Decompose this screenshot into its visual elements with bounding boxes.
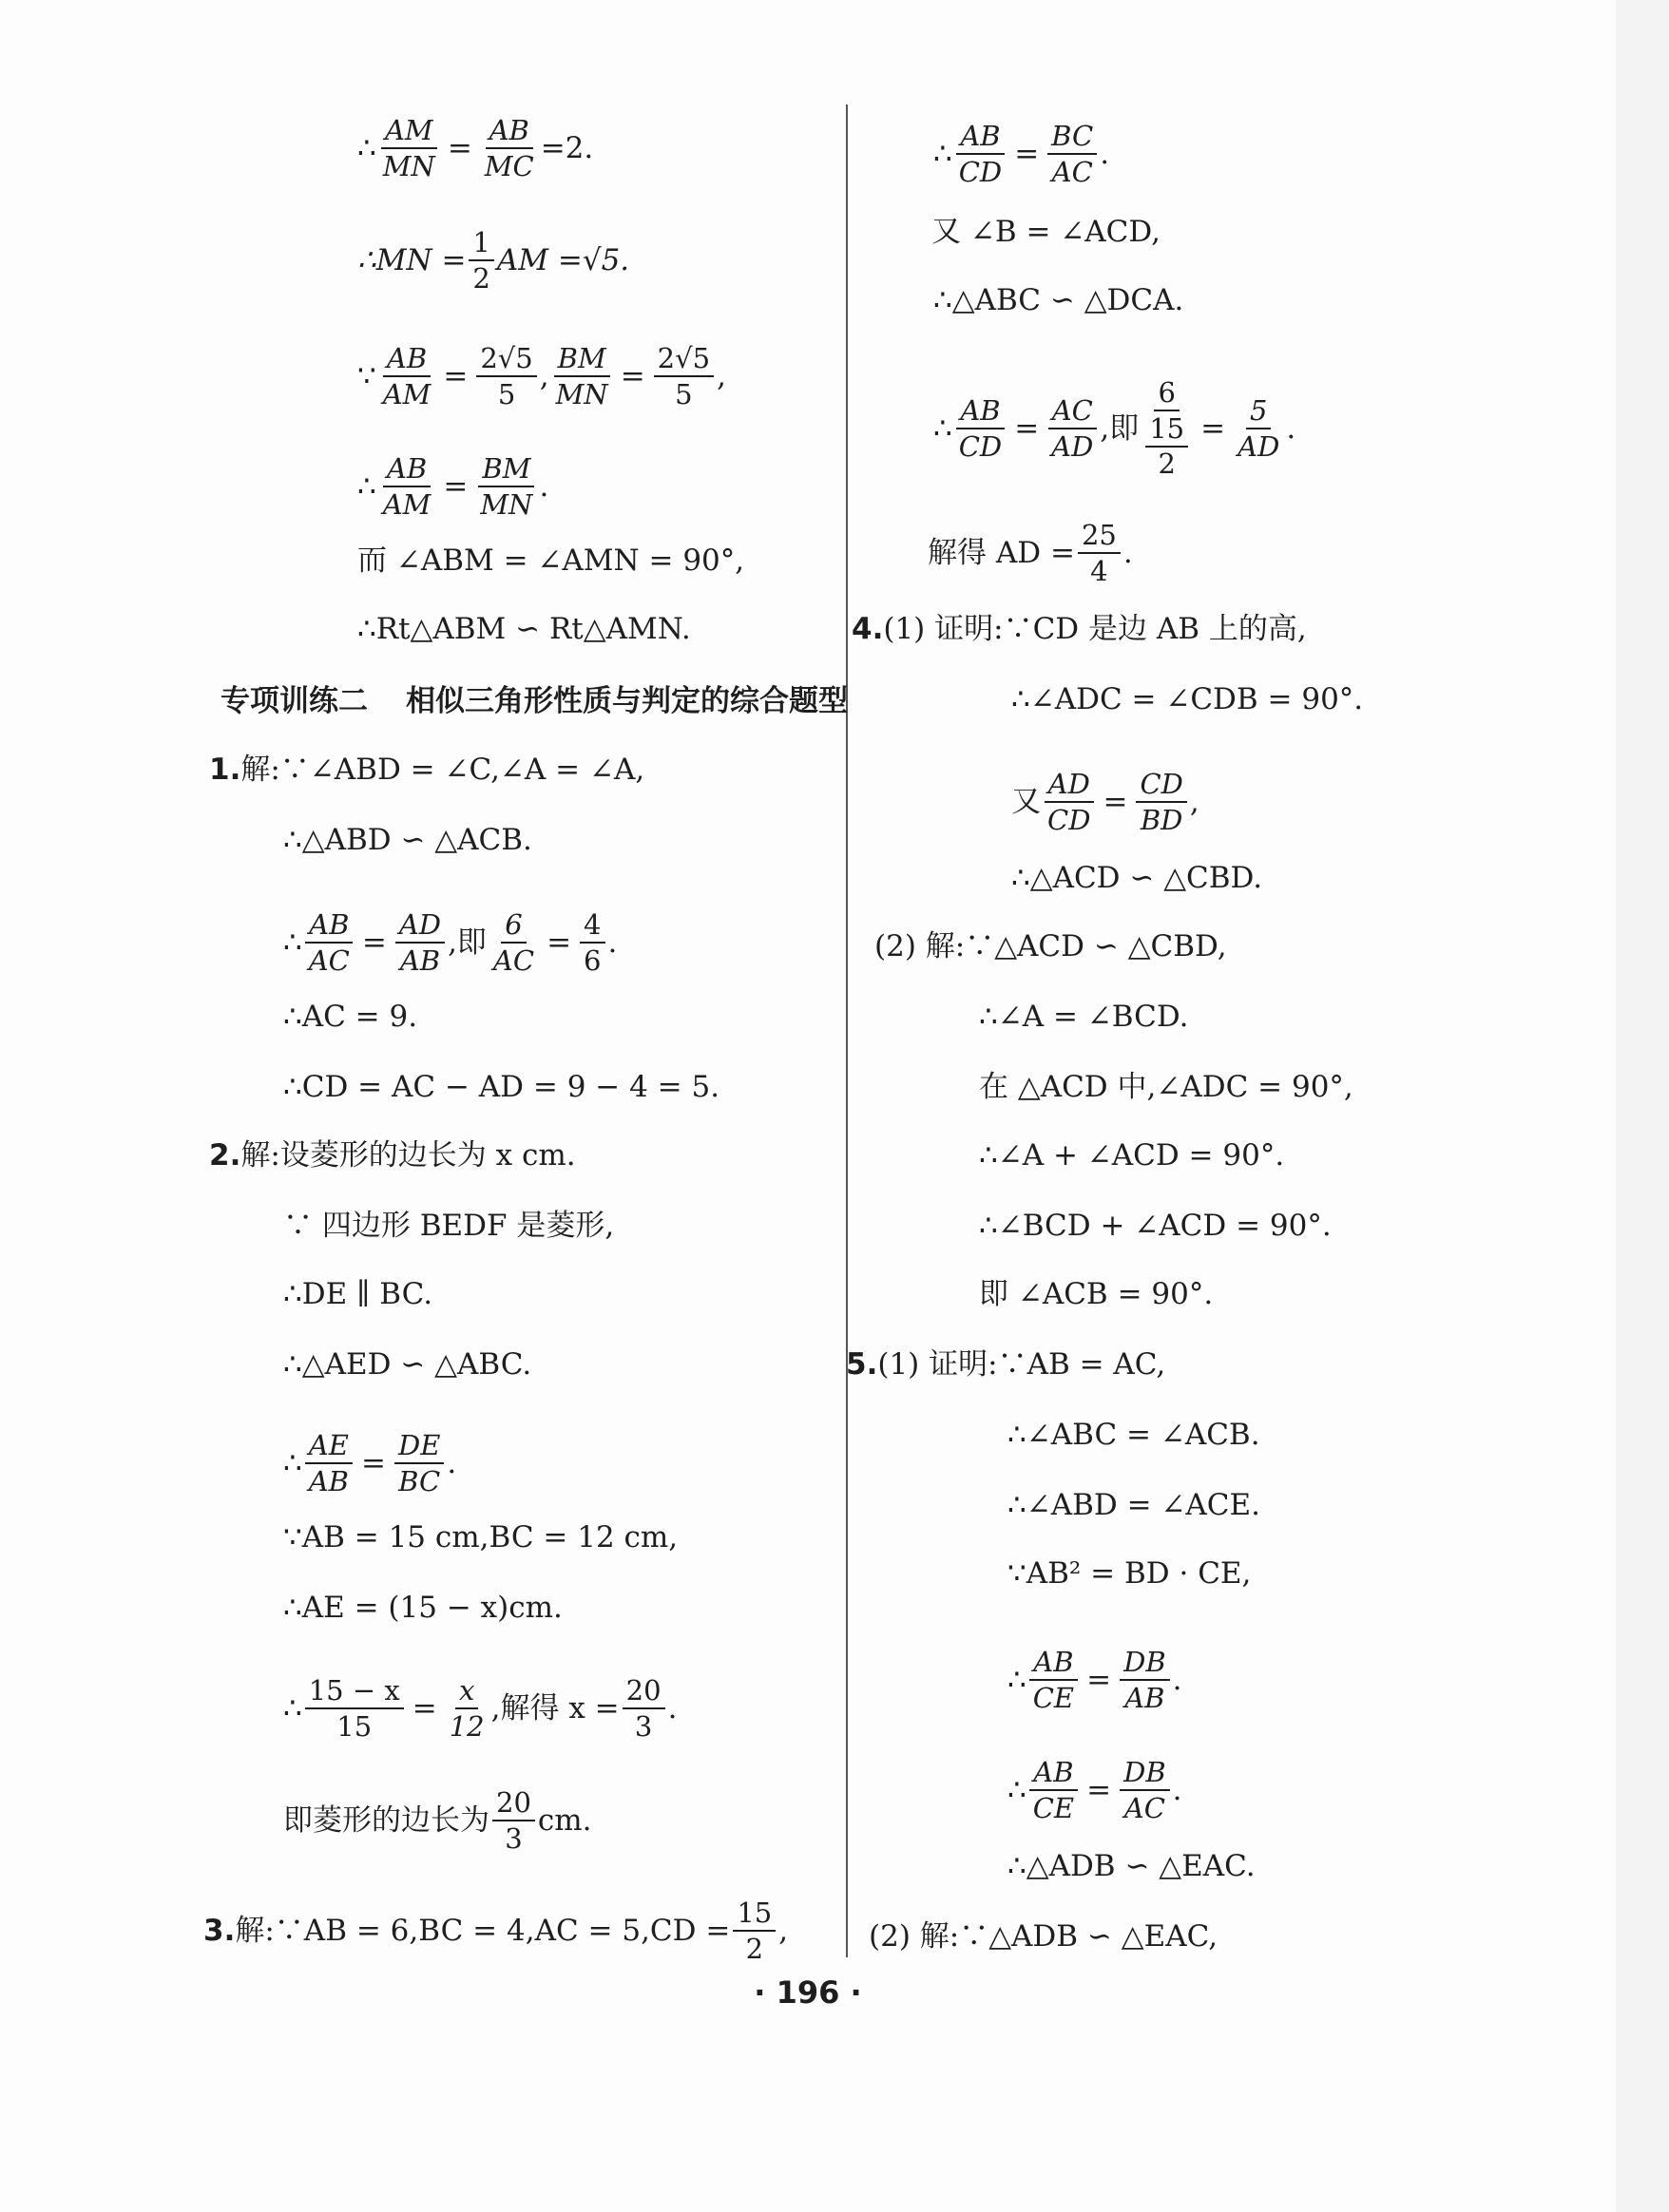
q2-line-e <box>283 1429 456 1497</box>
q5-line-g: ∴△ADB ∽ △EAC. <box>1007 1849 1256 1883</box>
denominator: AM <box>382 488 432 521</box>
denominator: 5 <box>675 378 693 410</box>
q1-line-c <box>283 908 617 977</box>
left-line-1 <box>357 114 593 182</box>
equals-sign: = <box>361 1446 386 1480</box>
numerator: 20 <box>492 1786 535 1821</box>
numerator: AE <box>305 1429 353 1464</box>
numerator: 6 <box>501 908 526 944</box>
denominator: 4 <box>1090 555 1108 587</box>
right-line-1 <box>933 120 1109 188</box>
text-tail: . <box>1122 536 1133 570</box>
fraction <box>379 452 435 521</box>
numerator: 2√5 <box>654 342 714 377</box>
numerator: AB <box>383 342 431 377</box>
fraction <box>305 1674 404 1743</box>
fraction <box>489 908 538 977</box>
fraction <box>481 114 538 182</box>
fraction <box>1120 1646 1170 1714</box>
numerator: 5 <box>1246 394 1271 429</box>
q4-line-i: ∴∠BCD + ∠ACD = 90°. <box>979 1209 1332 1243</box>
numerator: DE <box>394 1429 444 1464</box>
numerator: AB <box>383 452 431 487</box>
numerator: x <box>455 1674 478 1709</box>
text-tail: cm. <box>537 1803 592 1838</box>
section-heading <box>221 682 848 720</box>
q4-line-h: ∴∠A + ∠ACD = 90°. <box>979 1138 1285 1173</box>
fraction <box>476 342 536 410</box>
q1-line-a <box>209 751 644 789</box>
text-tail: . <box>607 925 618 960</box>
equals-sign: = <box>443 469 469 504</box>
q4-line-j: 即 ∠ACB = 90°. <box>979 1277 1214 1311</box>
denominator: CD <box>958 156 1003 188</box>
therefore-symbol: ∴ <box>1007 1663 1026 1697</box>
right-line-4 <box>933 376 1295 480</box>
therefore-symbol: ∴ <box>1007 1773 1026 1807</box>
fraction <box>1136 768 1186 836</box>
numerator: BM <box>478 452 534 487</box>
numerator: 20 <box>623 1674 665 1709</box>
scan-edge <box>1616 0 1669 2212</box>
separator: , <box>539 359 549 393</box>
column-divider <box>846 105 848 1957</box>
q4-line-g: 在 △ACD 中,∠ADC = 90°, <box>979 1070 1353 1104</box>
q5-line-d: ∵AB² = BD · CE, <box>1007 1556 1252 1591</box>
numerator: AM <box>381 114 437 149</box>
text-tail: . <box>667 1691 678 1726</box>
numerator: BC <box>1047 120 1097 155</box>
text-tail: , <box>717 359 726 393</box>
fraction <box>492 1786 535 1855</box>
question-number: 4. <box>852 612 884 646</box>
text-tail: =2. <box>540 131 594 165</box>
q2-line-b: ∵ 四边形 BEDF 是菱形, <box>283 1209 615 1243</box>
equals-sign: = <box>361 925 387 960</box>
numerator: CD <box>1136 768 1186 803</box>
denominator: CE <box>1032 1792 1075 1824</box>
numerator: AB <box>1029 1756 1077 1791</box>
equals-sign: = <box>1086 1663 1112 1697</box>
numerator: AB <box>1029 1646 1077 1681</box>
q1-line-e: ∴CD = AC − AD = 9 − 4 = 5. <box>283 1070 720 1104</box>
answer-text: 解:设菱形的边长为 x cm. <box>240 1138 576 1173</box>
right-line-2: 又 ∠B = ∠ACD, <box>931 215 1161 249</box>
q4-line-e: (2) 解:∵△ACD ∽ △CBD, <box>874 929 1227 963</box>
equals-sign: = <box>443 359 469 393</box>
equals-sign: = <box>412 1691 437 1726</box>
text-tail: , <box>778 1914 789 1948</box>
q2-line-a <box>209 1136 576 1174</box>
compound-fraction <box>1141 376 1192 480</box>
denominator: MC <box>484 150 534 182</box>
denominator: 2 <box>745 1933 764 1965</box>
q3-line-a <box>203 1897 788 1965</box>
fraction <box>446 1674 489 1743</box>
equals-sign: = <box>547 925 572 960</box>
fraction <box>1047 120 1097 188</box>
q4-line-a <box>852 610 1307 648</box>
section-label: 专项训练二 <box>221 684 368 718</box>
numerator: 2√5 <box>476 342 536 377</box>
text-head: 解得 AD = <box>928 536 1075 570</box>
fraction <box>1120 1756 1170 1824</box>
separator: ,即 <box>1100 410 1140 446</box>
q2-line-c: ∴DE ∥ BC. <box>283 1277 433 1311</box>
question-number: 3. <box>203 1914 236 1948</box>
therefore-symbol: ∴ <box>283 1446 302 1480</box>
q4-line-c <box>1011 768 1199 836</box>
answer-text: (1) 证明:∵AB = AC, <box>877 1347 1166 1382</box>
denominator: 2 <box>1158 448 1176 480</box>
because-symbol: ∵ <box>357 359 376 393</box>
numerator: DB <box>1120 1756 1170 1791</box>
fraction <box>552 342 612 410</box>
denominator: AB <box>399 944 441 977</box>
q2-line-i <box>283 1786 592 1855</box>
denominator: BD <box>1140 804 1183 836</box>
denominator: AD <box>1051 429 1094 463</box>
text-tail: . <box>1100 137 1110 171</box>
denominator: 15 <box>336 1710 373 1743</box>
q5-line-f <box>1007 1756 1182 1824</box>
fraction <box>733 1897 776 1965</box>
page-number: · 196 · <box>754 1974 862 2011</box>
denominator: AB <box>308 1465 349 1497</box>
denominator: 3 <box>634 1710 653 1743</box>
q2-line-d: ∴△AED ∽ △ABC. <box>283 1347 532 1382</box>
denominator: 6 <box>584 944 602 977</box>
q5-line-h: (2) 解:∵△ADB ∽ △EAC, <box>869 1919 1218 1954</box>
left-line-4 <box>357 452 548 521</box>
therefore-symbol: ∴ <box>283 1691 302 1726</box>
numerator: DB <box>1120 1646 1170 1681</box>
denominator: AC <box>308 944 350 977</box>
therefore-symbol: ∴ <box>283 925 302 960</box>
equals-sign: = <box>1103 785 1128 819</box>
fraction <box>1078 519 1121 587</box>
left-line-5: 而 ∠ABM = ∠AMN = 90°, <box>357 543 745 578</box>
fraction <box>476 452 536 521</box>
text-tail: . <box>539 469 549 504</box>
denominator: MN <box>555 378 608 410</box>
text-tail: . <box>1172 1773 1182 1807</box>
fraction <box>379 114 439 182</box>
fraction <box>395 908 445 977</box>
q2-line-h <box>283 1674 677 1743</box>
separator: ,解得 x = <box>490 1691 620 1726</box>
denominator: AB <box>1124 1682 1165 1714</box>
denominator: CD <box>1047 804 1091 836</box>
denominator: CE <box>1032 1682 1075 1714</box>
numerator: AB <box>486 114 533 149</box>
nested-denominator <box>1141 411 1192 480</box>
q2-line-f: ∵AB = 15 cm,BC = 12 cm, <box>283 1520 679 1554</box>
answer-text: 解:∵AB = 6,BC = 4,AC = 5,CD = <box>235 1914 731 1948</box>
denominator: 3 <box>505 1822 523 1855</box>
fraction <box>379 342 435 410</box>
fraction <box>654 342 714 410</box>
section-title: 相似三角形性质与判定的综合题型 <box>406 684 848 718</box>
denominator: AD <box>1237 429 1280 463</box>
q4-line-b: ∴∠ADC = ∠CDB = 90°. <box>1011 682 1364 716</box>
equals-sign: = <box>447 131 472 165</box>
fraction <box>1029 1756 1078 1824</box>
answer-text: (1) 证明:∵CD 是边 AB 上的高, <box>883 612 1307 646</box>
q1-line-d: ∴AC = 9. <box>283 1000 418 1034</box>
text-tail: . <box>447 1446 457 1480</box>
numerator: AD <box>1045 768 1094 803</box>
text-tail: , <box>1189 785 1199 819</box>
separator: ,即 <box>448 925 487 960</box>
left-line-6: ∴Rt△ABM ∽ Rt△AMN. <box>357 612 691 646</box>
denominator: BC <box>398 1465 441 1497</box>
numerator: AB <box>305 908 353 944</box>
text-tail: . <box>1172 1663 1182 1697</box>
numerator: AB <box>956 120 1004 155</box>
q5-line-e <box>1007 1646 1182 1714</box>
denominator: CD <box>958 429 1003 463</box>
therefore-symbol: ∴ <box>933 137 952 171</box>
numerator: BM <box>554 342 610 377</box>
left-line-3 <box>357 342 726 410</box>
q5-line-a <box>846 1345 1165 1383</box>
therefore-symbol: ∴ <box>357 131 376 165</box>
question-number: 2. <box>209 1138 241 1173</box>
text-tail: AM =√5. <box>496 243 630 277</box>
denominator: AC <box>1123 1792 1165 1824</box>
q5-line-b: ∴∠ABC = ∠ACB. <box>1007 1418 1260 1452</box>
numerator: 1 <box>469 226 493 261</box>
denominator: AC <box>1051 156 1093 188</box>
text-head: ∴MN = <box>357 243 467 277</box>
fraction <box>469 226 493 295</box>
fraction <box>305 1429 353 1497</box>
fraction <box>1234 394 1283 463</box>
equals-sign: = <box>1086 1773 1112 1807</box>
numerator: 15 <box>1145 412 1188 448</box>
right-line-5 <box>928 519 1133 587</box>
numerator: 25 <box>1078 519 1121 554</box>
numerator: AD <box>395 908 445 944</box>
q1-line-b: ∴△ABD ∽ △ACB. <box>283 823 532 857</box>
question-number: 5. <box>846 1347 878 1382</box>
denominator: AC <box>492 944 535 977</box>
numerator: 15 <box>733 1897 776 1932</box>
numerator: AB <box>956 394 1004 429</box>
fraction <box>394 1429 444 1497</box>
numerator: 15 − x <box>305 1674 404 1709</box>
equals-sign: = <box>1014 410 1040 446</box>
therefore-symbol: ∴ <box>357 469 376 504</box>
numerator: AC <box>1048 394 1097 429</box>
left-line-2 <box>357 226 629 295</box>
fraction <box>305 908 354 977</box>
denominator: AM <box>382 378 432 410</box>
denominator: MN <box>480 488 533 521</box>
therefore-symbol: ∴ <box>933 410 952 446</box>
equals-sign: = <box>1200 410 1226 446</box>
text-head: 又 <box>1011 785 1041 819</box>
denominator: MN <box>382 150 435 182</box>
text-head: 即菱形的边长为 <box>283 1803 489 1838</box>
fraction <box>955 394 1006 463</box>
question-number: 1. <box>209 753 241 787</box>
numerator: 4 <box>580 908 604 944</box>
fraction <box>955 120 1006 188</box>
fraction <box>623 1674 665 1743</box>
fraction <box>1044 768 1094 836</box>
numerator: 6 <box>1154 376 1179 411</box>
q4-line-d: ∴△ACD ∽ △CBD. <box>1011 861 1263 895</box>
q4-line-f: ∴∠A = ∠BCD. <box>979 1000 1189 1034</box>
denominator: 5 <box>497 378 516 410</box>
right-line-3: ∴△ABC ∽ △DCA. <box>933 283 1184 317</box>
denominator: 2 <box>472 262 490 295</box>
text-tail: . <box>1286 410 1296 446</box>
fraction <box>580 908 604 977</box>
equals-sign: = <box>620 359 645 393</box>
answer-text: 解:∵∠ABD = ∠C,∠A = ∠A, <box>240 753 645 787</box>
fraction <box>1047 394 1097 463</box>
fraction <box>1029 1646 1078 1714</box>
q5-line-c: ∴∠ABD = ∠ACE. <box>1007 1488 1260 1522</box>
equals-sign: = <box>1014 137 1040 171</box>
denominator: 12 <box>449 1710 485 1743</box>
q2-line-g: ∴AE = (15 − x)cm. <box>283 1591 563 1625</box>
